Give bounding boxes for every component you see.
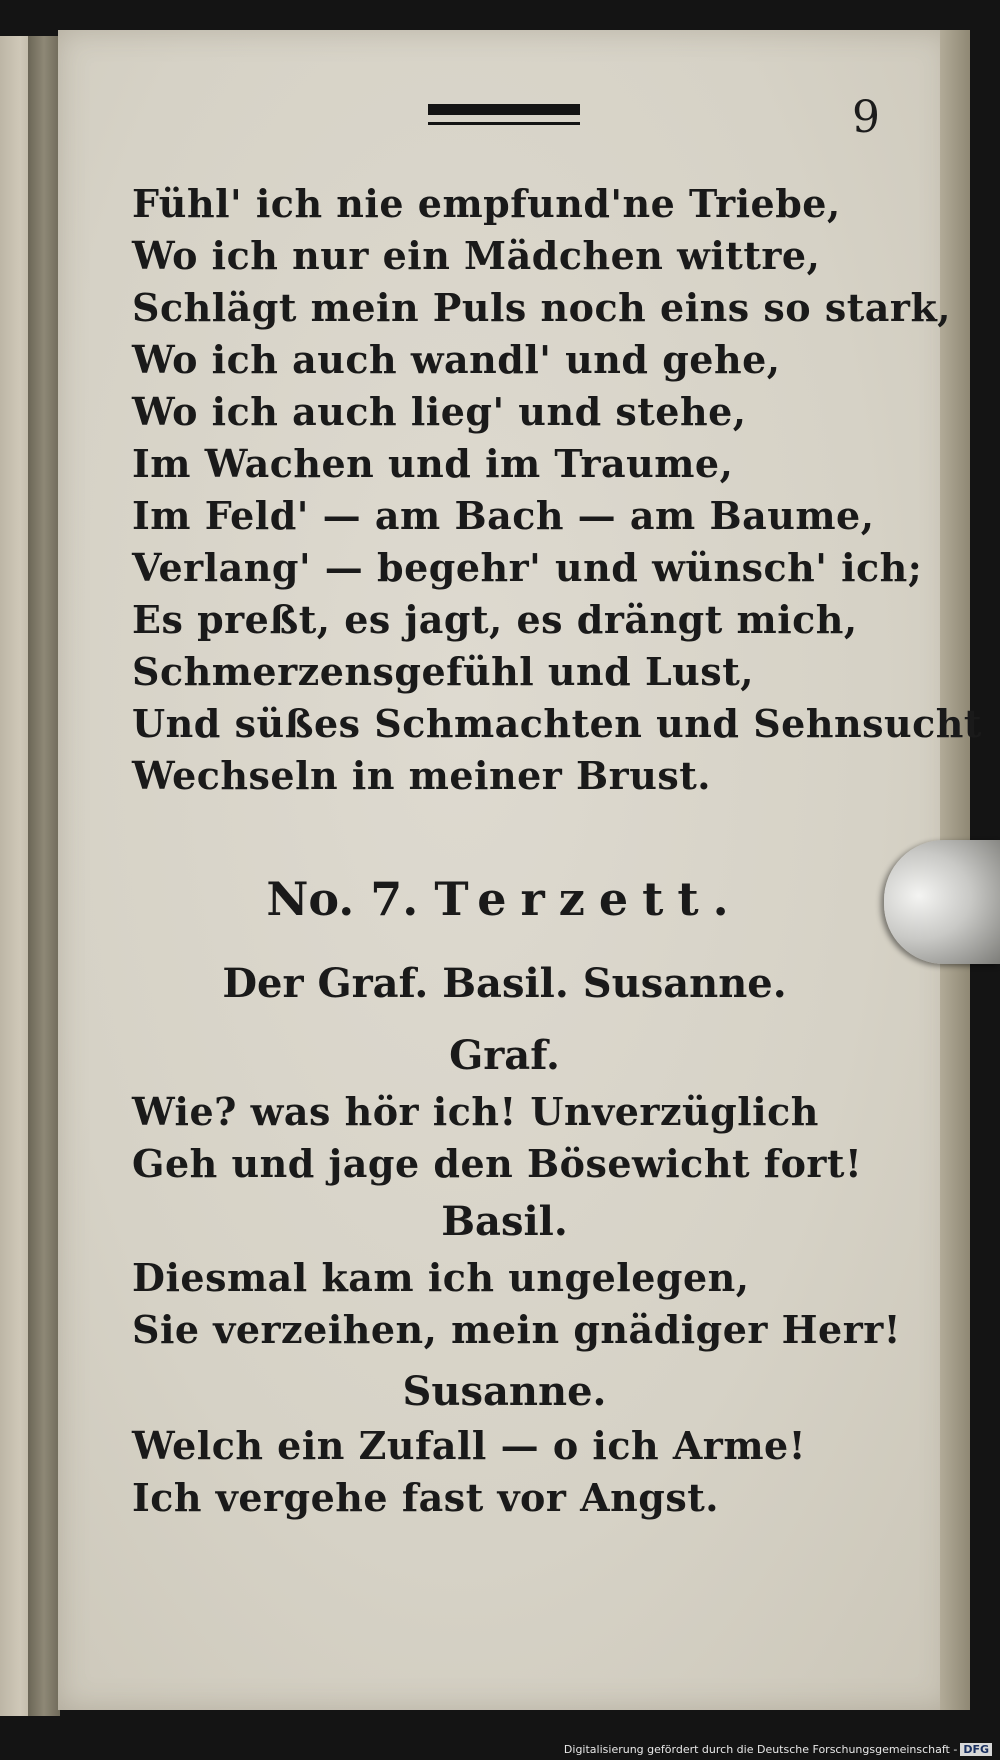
dialogue-block-graf <box>132 1086 862 1190</box>
section-heading <box>58 872 951 926</box>
dialogue-line: Diesmal kam ich ungelegen, <box>132 1255 750 1300</box>
ornament-rule-thin <box>428 122 580 125</box>
dialogue-line: Welch ein Zufall — o ich Arme! <box>132 1423 806 1468</box>
verse-line: Wo ich auch lieg' und stehe, <box>132 389 747 434</box>
dialogue-line: Sie verzeihen, mein gnädiger Herr! <box>132 1307 901 1352</box>
speaker-basil: Basil. <box>441 1198 568 1245</box>
section-number: No. 7. <box>266 872 419 926</box>
dfg-logo: DFG <box>960 1743 992 1756</box>
character-list: Der Graf. Basil. Susanne. <box>222 960 787 1007</box>
section-title: Terzett. <box>434 872 743 926</box>
speaker-graf: Graf. <box>449 1032 560 1079</box>
verse-line: Schlägt mein Puls noch eins so stark, <box>132 285 952 330</box>
dialogue-block-basil <box>132 1252 901 1356</box>
verse-line: Verlang' — begehr' und wünsch' ich; <box>132 545 923 590</box>
speaker-susanne: Susanne. <box>402 1368 607 1415</box>
digitization-footer <box>564 1743 992 1756</box>
verse-line: Fühl' ich nie empfund'ne Triebe, <box>132 181 841 226</box>
verse-line: Im Wachen und im Traume, <box>132 441 734 486</box>
verse-line: Wo ich auch wandl' und gehe, <box>132 337 781 382</box>
dialogue-line: Wie? was hör ich! Unverzüglich <box>132 1089 819 1134</box>
footer-text: Digitalisierung gefördert durch die Deutsche Forschungsgemeinschaft - <box>563 1743 958 1756</box>
dialogue-line: Geh und jage den Bösewicht fort! <box>132 1141 863 1186</box>
verse-line: Wechseln in meiner Brust. <box>132 753 711 798</box>
dialogue-block-susanne <box>132 1420 806 1524</box>
verse-line: Und süßes Schmachten und Sehnsucht <box>132 701 982 746</box>
book-gutter <box>28 36 60 1716</box>
verse-line: Schmerzensgefühl und Lust, <box>132 649 754 694</box>
dialogue-line: Ich vergehe fast vor Angst. <box>132 1475 720 1520</box>
page-number: 9 <box>852 92 880 143</box>
verse-line: Im Feld' — am Bach — am Baume, <box>132 493 875 538</box>
verse-line: Es preßt, es jagt, es drängt mich, <box>132 597 858 642</box>
verse-block <box>132 178 982 802</box>
verse-line: Wo ich nur ein Mädchen wittre, <box>132 233 821 278</box>
ornament-rule-thick <box>428 104 580 115</box>
